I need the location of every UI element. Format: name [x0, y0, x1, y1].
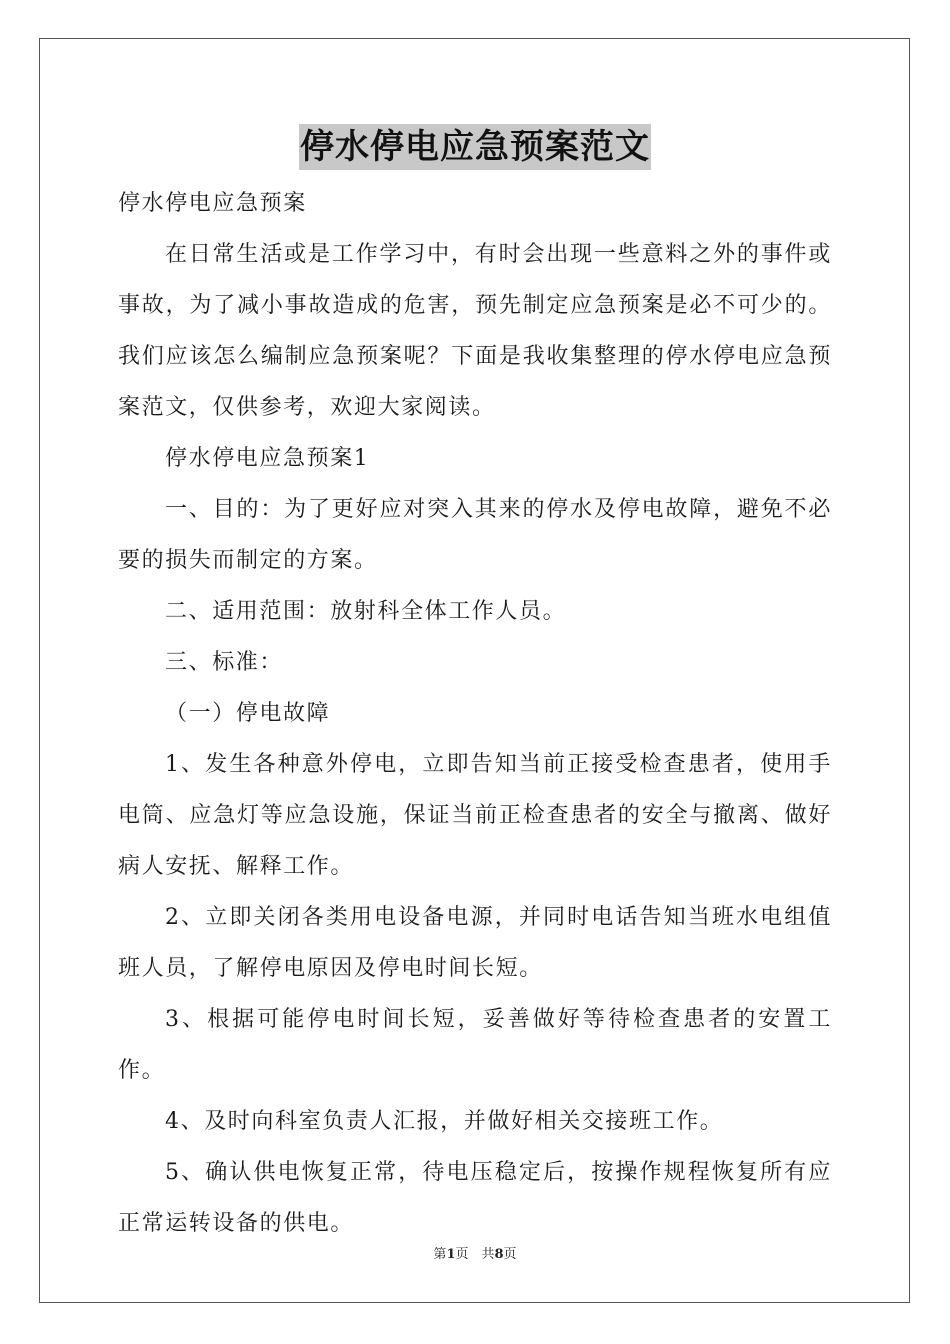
document-body: [118, 178, 832, 1249]
page-total: 8: [494, 1247, 504, 1262]
page-suffix: 页: [503, 1247, 517, 1262]
paragraph-section-power: （一）停电故障: [165, 701, 331, 726]
paragraph-item-3: 3、根据可能停电时间长短，妥善做好等待检查患者的安置工作。: [118, 1007, 832, 1083]
paragraph-scope: 二、适用范围：放射科全体工作人员。: [165, 599, 567, 624]
page-footer: [0, 1246, 950, 1264]
paragraph-plan-title: 停水停电应急预案1: [165, 446, 370, 471]
paragraph-purpose: 一、目的：为了更好应对突入其来的停水及停电故障，避免不必要的损失而制定的方案。: [118, 497, 832, 573]
paragraph-item-2: 2、立即关闭各类用电设备电源，并同时电话告知当班水电组值班人员，了解停电原因及停电时间长短。: [118, 905, 832, 981]
paragraph-standard: 三、标准：: [165, 650, 284, 675]
page-mid: 页 共: [455, 1247, 495, 1262]
title-area: [0, 124, 950, 170]
page-current: 1: [446, 1247, 456, 1262]
document-title: 停水停电应急预案范文: [299, 124, 651, 170]
paragraph-item-5: 5、确认供电恢复正常，待电压稳定后，按操作规程恢复所有应正常运转设备的供电。: [118, 1160, 832, 1236]
paragraph-intro: 在日常生活或是工作学习中，有时会出现一些意料之外的事件或事故，为了减小事故造成的危害，预先制定应急预案是必不可少的。我们应该怎么编制应急预案呢？下面是我收集整理的停水停电应急预案范文，仅供参考，欢迎大家阅读。: [118, 242, 832, 420]
paragraph-heading: 停水停电应急预案: [118, 191, 307, 216]
page-prefix: 第: [433, 1247, 447, 1262]
paragraph-item-1: 1、发生各种意外停电，立即告知当前正接受检查患者，使用手电筒、应急灯等应急设施，保证当前正检查患者的安全与撤离、做好病人安抚、解释工作。: [118, 752, 832, 879]
paragraph-item-4: 4、及时向科室负责人汇报，并做好相关交接班工作。: [165, 1109, 724, 1134]
